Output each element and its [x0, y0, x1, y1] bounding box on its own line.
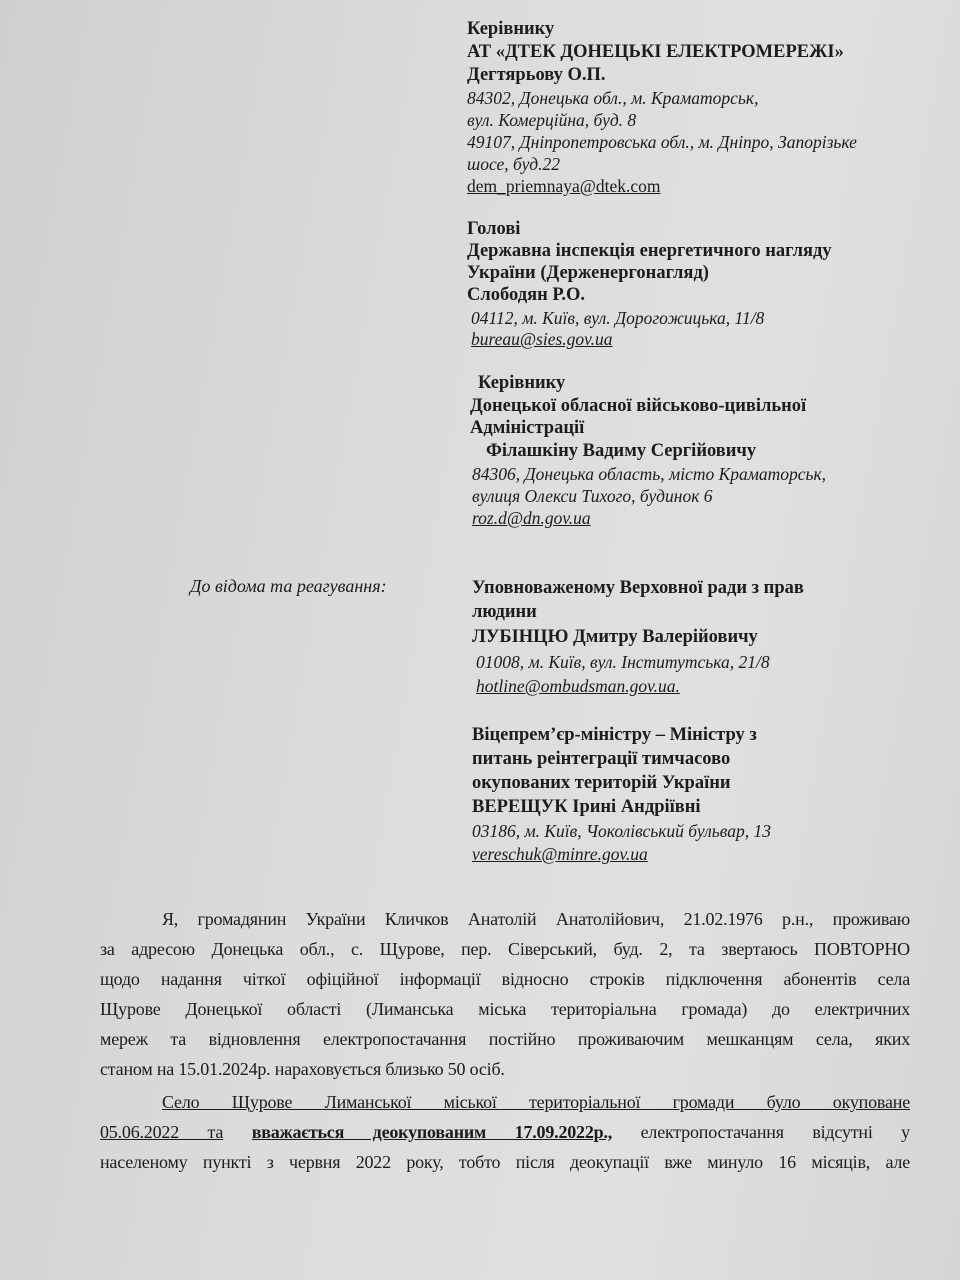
address-line: 01008, м. Київ, вул. Інститутська, 21/8 [476, 652, 770, 672]
recipient-name: Слободян Р.О. [467, 285, 585, 305]
org-name: Донецької обласної військово-цивільної [470, 396, 807, 416]
org-name: Віцепрем’єр-міністру – Міністру з [472, 725, 757, 745]
body-paragraph-2 [100, 1087, 910, 1177]
address-line: шосе, буд.22 [467, 154, 561, 174]
deoccupied-text: вважається деокупованим 17.09.2022р., [251, 1122, 613, 1142]
salutation: Голові [467, 219, 521, 239]
org-name: окупованих територій України [472, 773, 731, 793]
org-name: Державна інспекція енергетичного нагляду [467, 241, 832, 261]
text-line: населеному пункті з червня 2022 року, тобто після деокупації вже минуло 16 місяців, але [100, 1152, 910, 1172]
text-line: Щурове Донецької області (Лиманська міська територіальна громада) до електричних [100, 999, 910, 1019]
org-name: Уповноваженому Верховної ради з прав [472, 578, 804, 598]
recipient-name: ЛУБІНЦЮ Дмитру Валерійовичу [472, 627, 758, 647]
text-line: Я, громадянин України Кличков Анатолій Анатолійович, 21.02.1976 р.н., проживаю [162, 909, 910, 929]
text-line: мереж та відновлення електропостачання постійно проживаючим мешканцям села, яких [100, 1029, 910, 1049]
org-name: питань реінтеграції тимчасово [472, 749, 731, 769]
address-line: 49107, Дніпропетровська обл., м. Дніпро, Запорізьке [467, 132, 857, 152]
address-line: 84306, Донецька область, місто Краматорськ, [472, 464, 827, 484]
address-line: 84302, Донецька обл., м. Краматорськ, [467, 88, 759, 108]
text-line: станом на 15.01.2024р. нараховується близько 50 осіб. [100, 1059, 505, 1079]
recipient-name: ВЕРЕЩУК Ірині Андріївні [472, 797, 701, 817]
salutation: Керівнику [478, 373, 566, 393]
address-line: вул. Комерційна, буд. 8 [467, 110, 637, 130]
date-text: 05.06.2022 та [100, 1122, 224, 1142]
text-line [100, 1117, 910, 1147]
body-paragraph-1 [100, 904, 910, 1084]
org-name: України (Держенергонагляд) [467, 263, 709, 283]
salutation: Керівнику [467, 19, 555, 39]
recipient-name: Дегтярьову О.П. [467, 65, 606, 85]
org-name: АТ «ДТЕК ДОНЕЦЬКІ ЕЛЕКТРОМЕРЕЖІ» [467, 42, 844, 62]
email-text[interactable]: hotline@ombudsman.gov.ua. [476, 676, 680, 696]
cc-label: До відома та реагування: [190, 576, 387, 596]
recipient-name: Філашкіну Вадиму Сергійовичу [486, 441, 757, 461]
email-link[interactable]: dem_priemnaya@dtek.com [467, 176, 661, 196]
text-line: Село Щурове Лиманської міської територіальної громади було окуповане [162, 1092, 910, 1112]
address-line: 04112, м. Київ, вул. Дорогожицька, 11/8 [471, 308, 765, 328]
address-line: вулиця Олекси Тихого, будинок 6 [472, 486, 713, 506]
text-line: за адресою Донецька обл., с. Щурове, пер. Сіверський, буд. 2, та звертаюсь ПОВТОРНО [100, 939, 910, 959]
email-link[interactable]: roz.d@dn.gov.ua [472, 508, 591, 528]
org-name: Адміністрації [470, 418, 585, 438]
text-line: щодо надання чіткої офіційної інформації відносно строків підключення абонентів села [100, 969, 910, 989]
email-link[interactable]: bureau@sies.gov.ua [471, 329, 613, 349]
email-link[interactable] [476, 675, 680, 697]
email-link[interactable]: vereschuk@minre.gov.ua [472, 844, 648, 864]
line-rest: електропостачання відсутні у [640, 1122, 910, 1142]
org-name: людини [472, 602, 537, 622]
address-line: 03186, м. Київ, Чоколівський бульвар, 13 [472, 821, 771, 841]
